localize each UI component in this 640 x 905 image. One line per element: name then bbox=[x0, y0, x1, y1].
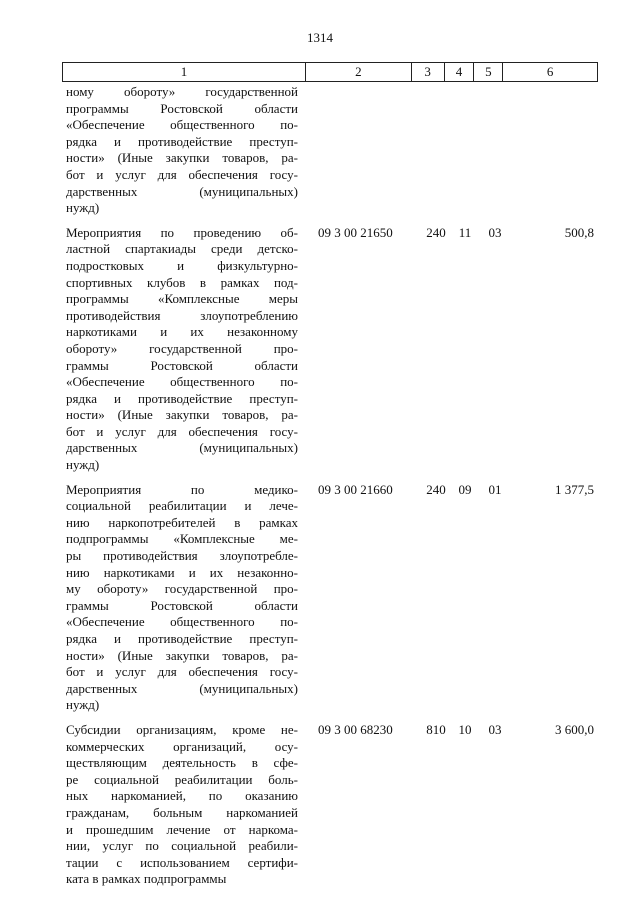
description-line: граммы Ростовской области bbox=[66, 597, 298, 613]
expense-type-code: 240 bbox=[426, 481, 446, 497]
description-line: бот и услуг для обеспечения госу- bbox=[66, 664, 298, 680]
description-line: «Обеспечение общественного по- bbox=[66, 374, 298, 390]
description-line: ности» (Иные закупки товаров, ра- bbox=[66, 150, 298, 166]
row-description bbox=[66, 84, 298, 217]
description-line: противодействия злоупотреблению bbox=[66, 307, 298, 323]
description-line: ности» (Иные закупки товаров, ра- bbox=[66, 647, 298, 663]
description-line: подростковых и физкультурно- bbox=[66, 257, 298, 273]
column-header-3: 3 bbox=[412, 63, 445, 81]
description-line: гражданам, больным наркоманией bbox=[66, 804, 298, 820]
table-body bbox=[66, 84, 598, 888]
table-row bbox=[66, 482, 598, 714]
page-number: 1314 bbox=[307, 30, 333, 45]
description-line: подпрограммы «Комплексные ме- bbox=[66, 531, 298, 547]
column-header-1: 1 bbox=[63, 63, 306, 81]
amount-value: 1 377,5 bbox=[555, 481, 594, 497]
description-line: дарственных (муниципальных) bbox=[66, 183, 298, 199]
description-line: социальной реабилитации и лече- bbox=[66, 498, 298, 514]
description-line: Мероприятия по медико- bbox=[66, 481, 298, 497]
table-header bbox=[62, 62, 598, 82]
description-line: ката в рамках подпрограммы bbox=[66, 871, 227, 887]
expense-type-code: 240 bbox=[426, 224, 446, 240]
description-line: спортивных клубов в рамках под- bbox=[66, 274, 298, 290]
description-line: нужд) bbox=[66, 200, 100, 216]
description-line: обороту» государственной про- bbox=[66, 340, 298, 356]
row-description bbox=[66, 722, 298, 888]
description-line: Субсидии организациям, кроме не- bbox=[66, 721, 298, 737]
description-line: дарственных (муниципальных) bbox=[66, 680, 298, 696]
description-line: бот и услуг для обеспечения госу- bbox=[66, 166, 298, 182]
description-line: бот и услуг для обеспечения госу- bbox=[66, 423, 298, 439]
table-row bbox=[66, 84, 598, 217]
description-line: нии, услуг по социальной реабили- bbox=[66, 838, 298, 854]
description-line: ных наркоманией, по оказанию bbox=[66, 788, 298, 804]
expense-type-code: 810 bbox=[426, 721, 446, 737]
amount-value: 500,8 bbox=[564, 224, 594, 240]
column-header-4: 4 bbox=[445, 63, 475, 81]
column-header-6: 6 bbox=[546, 64, 554, 79]
description-line: ры противодействия злоупотребле- bbox=[66, 548, 298, 564]
description-line: Мероприятия по проведению об- bbox=[66, 224, 298, 240]
target-article-code: 09 3 00 21660 bbox=[318, 481, 393, 497]
subsection-code: 03 bbox=[488, 721, 502, 737]
description-line: ности» (Иные закупки товаров, ра- bbox=[66, 407, 298, 423]
description-line: тации с использованием сертифи- bbox=[66, 854, 298, 870]
column-header-5: 5 bbox=[474, 63, 503, 81]
column-header-2: 2 bbox=[306, 63, 412, 81]
description-line: ному обороту» государственной bbox=[66, 84, 298, 99]
row-description bbox=[66, 482, 298, 714]
description-line: нию наркотиками и их незаконно- bbox=[66, 564, 298, 580]
section-code: 11 bbox=[458, 224, 472, 240]
description-line: «Обеспечение общественного по- bbox=[66, 614, 298, 630]
description-line: нужд) bbox=[66, 457, 100, 473]
description-line: программы Ростовской области bbox=[66, 100, 298, 116]
description-line: коммерческих организаций, осу- bbox=[66, 738, 298, 754]
target-article-code: 09 3 00 21650 bbox=[318, 224, 393, 240]
description-line: ре социальной реабилитации боль- bbox=[66, 771, 298, 787]
description-line: «Обеспечение общественного по- bbox=[66, 117, 298, 133]
description-line: нужд) bbox=[66, 697, 100, 713]
description-line: программы «Комплексные меры bbox=[66, 291, 298, 307]
amount-value: 3 600,0 bbox=[555, 721, 594, 737]
description-line: нию наркопотребителей в рамках bbox=[66, 514, 298, 530]
description-line: рядка и противодействие преступ- bbox=[66, 390, 298, 406]
section-code: 10 bbox=[458, 721, 472, 737]
description-line: и прошедшим лечение от наркома- bbox=[66, 821, 298, 837]
table-row bbox=[66, 225, 598, 474]
subsection-code: 03 bbox=[488, 224, 502, 240]
description-line: ществляющим деятельность в сфе- bbox=[66, 755, 298, 771]
target-article-code: 09 3 00 68230 bbox=[318, 721, 393, 737]
description-line: рядка и противодействие преступ- bbox=[66, 133, 298, 149]
subsection-code: 01 bbox=[488, 481, 502, 497]
description-line: ластной спартакиады среди детско- bbox=[66, 241, 298, 257]
description-line: дарственных (муниципальных) bbox=[66, 440, 298, 456]
row-description bbox=[66, 225, 298, 474]
description-line: рядка и противодействие преступ- bbox=[66, 631, 298, 646]
description-line: наркотиками и их незаконному bbox=[66, 324, 298, 340]
table-row bbox=[66, 722, 598, 888]
description-line: му обороту» государственной про- bbox=[66, 581, 298, 597]
section-code: 09 bbox=[458, 481, 472, 497]
description-line: граммы Ростовской области bbox=[66, 357, 298, 373]
